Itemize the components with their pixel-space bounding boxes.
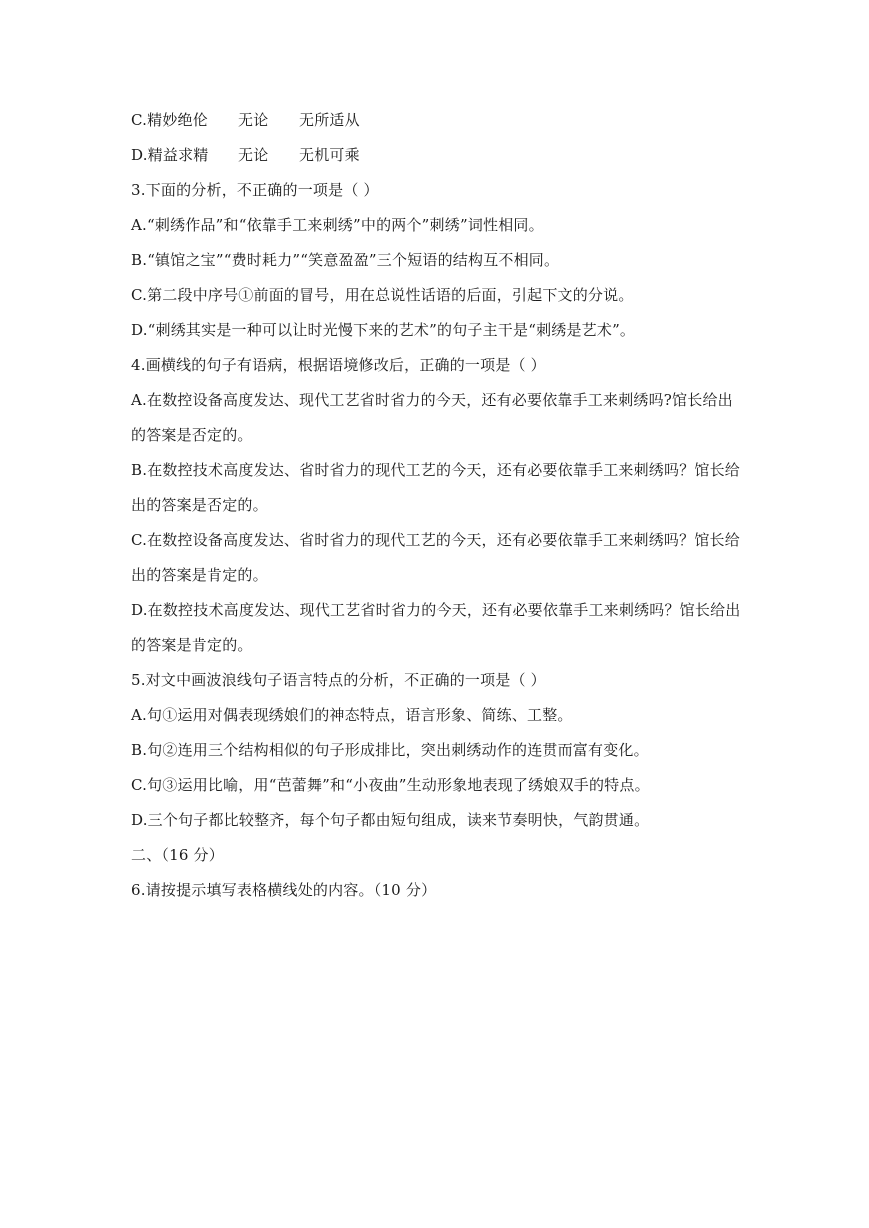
option-word-3: 无所适从 bbox=[299, 111, 360, 129]
q4-option-b-line2: 出的答案是否定的。 bbox=[131, 496, 268, 514]
option-word-2: 无论 bbox=[238, 111, 269, 129]
q3-option-c: C.第二段中序号①前面的冒号，用在总说性话语的后面，引起下文的分说。 bbox=[131, 286, 634, 304]
q3-option-a: A.“刺绣作品”和“依靠手工来刺绣”中的两个”刺绣”词性相同。 bbox=[131, 216, 544, 234]
q5-stem: 5.对文中画波浪线句子语言特点的分析，不正确的一项是（ ） bbox=[131, 671, 546, 689]
option-word-1: 精妙绝伦 bbox=[147, 111, 208, 129]
option-word-3: 无机可乘 bbox=[299, 146, 360, 164]
q2-option-d bbox=[131, 145, 741, 165]
q5-option-c: C.句③运用比喻，用“芭蕾舞”和“小夜曲”生动形象地表现了绣娘双手的特点。 bbox=[131, 776, 650, 794]
option-label: C. bbox=[131, 111, 148, 129]
q3-stem: 3.下面的分析，不正确的一项是（ ） bbox=[131, 181, 379, 199]
q4-option-a-line1: A.在数控设备高度发达、现代工艺省时省力的今天，还有必要依靠手工来刺绣吗?馆长给出 bbox=[131, 391, 733, 409]
q4-option-d-line1: D.在数控技术高度发达、现代工艺省时省力的今天，还有必要依靠手工来刺绣吗？馆长给出 bbox=[131, 601, 741, 619]
q4-option-c-line1: C.在数控设备高度发达、省时省力的现代工艺的今天，还有必要依靠手工来刺绣吗？馆长给 bbox=[131, 531, 740, 549]
q4-option-b-line1: B.在数控技术高度发达、省时省力的现代工艺的今天，还有必要依靠手工来刺绣吗？馆长给 bbox=[131, 461, 740, 479]
q5-option-d: D.三个句子都比较整齐，每个句子都由短句组成，读来节奏明快，气韵贯通。 bbox=[131, 811, 650, 829]
q3-option-b: B.“镇馆之宝”“费时耗力”“笑意盈盈”三个短语的结构互不相同。 bbox=[131, 251, 560, 269]
q6-stem: 6.请按提示填写表格横线处的内容。（10 分） bbox=[131, 881, 437, 899]
question-content bbox=[131, 110, 741, 915]
option-word-2: 无论 bbox=[238, 146, 269, 164]
q4-stem: 4.画横线的句子有语病，根据语境修改后，正确的一项是（ ） bbox=[131, 356, 546, 374]
q4-option-c-line2: 出的答案是肯定的。 bbox=[131, 566, 268, 584]
q4-option-d-line2: 的答案是肯定的。 bbox=[131, 636, 253, 654]
section-2-heading: 二、（16 分） bbox=[131, 846, 224, 864]
q4-option-a-line2: 的答案是否定的。 bbox=[131, 426, 253, 444]
q3-option-d: D.“刺绣其实是一种可以让时光慢下来的艺术”的句子主干是“刺绣是艺术”。 bbox=[131, 321, 636, 339]
q5-option-a: A.句①运用对偶表现绣娘们的神态特点，语言形象、简练、工整。 bbox=[131, 706, 573, 724]
q2-option-c bbox=[131, 110, 741, 130]
q5-option-b: B.句②连用三个结构相似的句子形成排比，突出刺绣动作的连贯而富有变化。 bbox=[131, 741, 649, 759]
option-word-1: 精益求精 bbox=[147, 146, 209, 164]
option-label: D. bbox=[131, 146, 148, 164]
